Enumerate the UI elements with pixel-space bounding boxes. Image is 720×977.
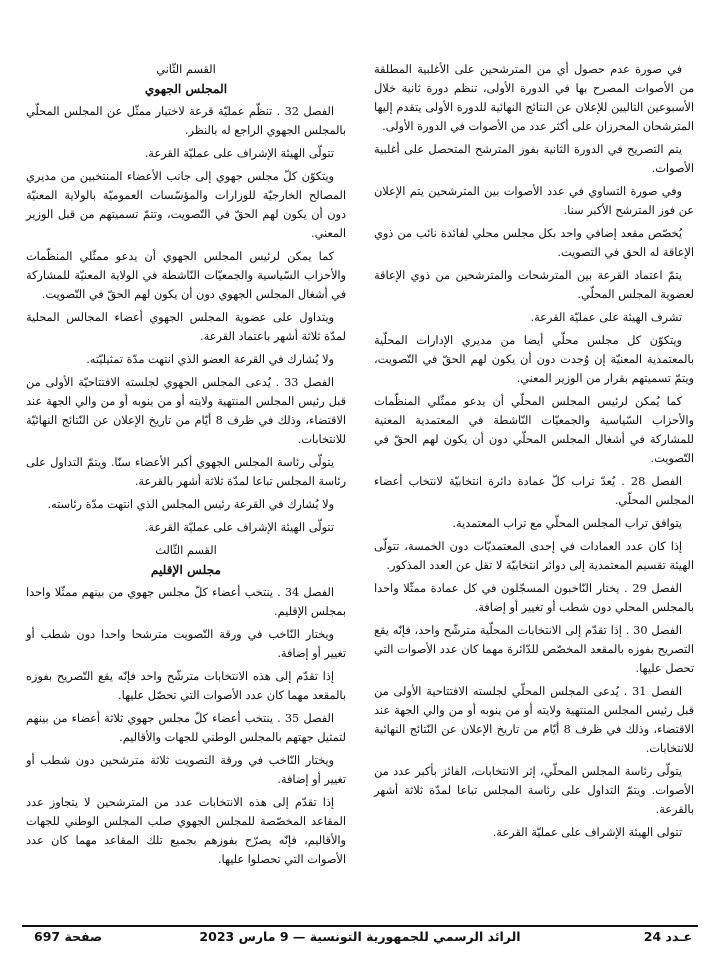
paragraph: تتولى الهيئة الإشراف على عمليّة القرعة. — [492, 826, 682, 839]
paragraph: وفي صورة التساوي في عدد الأصوات بين المترشحين يتم الإعلان عن فوز المترشح الأكبر سنا. — [374, 185, 694, 217]
paragraph: ولا يُشارك في القرعة رئيس المجلس الذي انتهت مدّة رئاسته. — [47, 498, 334, 511]
section-2-label: القسم الثّاني — [156, 63, 216, 76]
paragraph: ويتكوّن كلّ مجلس جهوي إلى جانب الأعضاء المنتخبين من مديري المصالح الخارجيّة للوزارات والمؤسّسات العموميّة بالولاية المعنيّة دون أن يكون لهم الحقّ في التّصويت، وتتمّ تسميتهم من قبل الوزير المعني. — [26, 170, 346, 240]
paragraph: الفصل 35 . ينتخب أعضاء كلّ مجلس جهوي ثلاثة أعضاء من بينهم لتمثيل جهتهم بالمجلس الوطني للجهات والأقاليم. — [26, 712, 346, 744]
section-3-body — [26, 583, 346, 869]
paragraph: يُخصّص مقعد إضافي واحد بكل مجلس محلي لفائدة نائب من ذوي الإعاقة له الحق في التصويت. — [374, 227, 694, 259]
right-column — [374, 60, 694, 846]
paragraph: تشرف الهيئة على عمليّة القرعة. — [530, 311, 682, 324]
section-3-label: القسم الثّالث — [155, 544, 217, 557]
paragraph: ويتداول على عضوية المجلس الجهوي أعضاء المجالس المحلية لمدّة ثلاثة أشهر باعتماد القرعة. — [26, 311, 346, 343]
page-footer — [22, 929, 698, 951]
paragraph: يتوافق تراب المجلس المحلّي مع تراب المعتمدية. — [452, 517, 682, 530]
paragraph: الفصل 32 . تنظّم عمليّة قرعة لاختيار ممثّل عن المجلس المحلّي بالمجلس الجهوي الراجع له بالنظر. — [26, 105, 346, 137]
section-2-body — [26, 102, 346, 537]
paragraph: يتم التصريح في الدورة الثانية بفوز المترشح المتحصل على أغلبية الأصوات. — [374, 143, 694, 175]
paragraph: إذا كان عدد العمادات في إحدى المعتمديّات دون الخمسة، تتولّى الهيئة تقسيم المعتمدية إلى دوائر انتخابيّة لا تقل عن العدد المذكور. — [374, 540, 694, 572]
paragraph: الفصل 31 . يُدعى المجلس المحلّي لجلسته الافتتاحية الأولى من قبل رئيس المجلس المنتهية ولايته أو من ينوبه أو من والي الجهة عند الاقتضاء، وذلك في ظرف 8 أيّام من تاريخ الإعلان عن النّتائج النهائية للانتخابات. — [374, 685, 694, 755]
paragraph: الفصل 34 . ينتخب أعضاء كلّ مجلس جهوي من بينهم ممثّلا واحدا بمجلس الإقليم. — [26, 586, 346, 618]
paragraph: يتولّى رئاسة المجلس المحلّي، إثر الانتخابات، الفائز بأكبر عدد من الأصوات. ويتمّ التداول على رئاسة المجلس تباعا لمدّة ثلاثة أشهر بالقرعة. — [374, 765, 694, 816]
paragraph: تتولّى الهيئة الإشراف على عمليّة القرعة. — [144, 521, 334, 534]
paragraph: ويتكوّن كل مجلس محلّي أيضا من مديري الإدارات المحلّية بالمعتمدية المعنيّة إن وُجدت دون أن يكون لهم الحقّ في التّصويت، ويتمّ تسميتهم بقرار من الوزير المعني. — [374, 334, 694, 385]
left-column — [26, 60, 346, 873]
paragraph: يتمّ اعتماد القرعة بين المترشحات والمترشحين من ذوي الإعاقة لعضوية المجلس المحلّي. — [374, 269, 694, 301]
paragraph: الفصل 29 . يختار النّاخبون المسجّلون في كل عمادة ممثّلا واحدا بالمجلس المحلي دون شطب أو تغيير أو إضافة. — [374, 582, 694, 614]
section-2-title: المجلس الجهوي — [144, 82, 228, 96]
paragraph: ولا يُشارك في القرعة العضو الذي انتهت مدّة تمثيليّته. — [86, 353, 334, 366]
gazette-title: الرائد الرسمي للجمهورية التونسية — 9 مارس 2023 — [199, 929, 521, 944]
paragraph: يتولّى رئاسة المجلس الجهوي أكبر الأعضاء سنّا. ويتمّ التداول على رئاسة المجلس تباعا لمدّة ثلاثة أشهر بالقرعة. — [26, 456, 346, 488]
paragraph: تتولّى الهيئة الإشراف على عمليّة القرعة. — [144, 147, 334, 160]
paragraph: الفصل 30 . إذا تقدّم إلى الانتخابات المحلّية مترشّح واحد، فإنّه يقع التصريح بفوزه بالمقعد المخصّص للدّائرة مهما كان عدد الأصوات التي تحصل عليها. — [374, 624, 694, 675]
paragraph: ويختار النّاخب في ورقة التّصويت مترشحا واحدا دون شطب أو تغيير أو إضافة. — [26, 628, 346, 660]
document-page — [22, 60, 698, 918]
issue-number: عـدد 24 — [643, 929, 692, 944]
section-3-title: مجلس الإقليم — [150, 563, 222, 577]
paragraph: إذا تقدّم إلى هذه الانتخابات مترشّح واحد فإنّه يقع التّصريح بفوزه بالمقعد مهما كان عدد الأصوات التي تحصّل عليها. — [26, 670, 346, 702]
paragraph: الفصل 33 . يُدعى المجلس الجهوي لجلسته الافتتاحيّة الأولى من قبل رئيس المجلس المنتهية ولايته أو من ينوبه أو من والي الجهة عند الاقتضاء، وذلك في ظرف 8 أيّام من تاريخ الإعلان عن النّتائج النهائيّة للانتخابات. — [26, 376, 346, 446]
paragraph: ويختار النّاخب في ورقة التصويت ثلاثة مترشحين دون شطب أو تغيير أو إضافة. — [26, 754, 346, 786]
paragraph: كما يُمكن لرئيس المجلس المحلّي أن يدعو ممثّلي المنظّمات والأحزاب السّياسية والجمعيّات النّاشطة في المعتمدية المعنية للمشاركة في أشغال المجلس المحلّي دون أن يكون لهم الحقّ في التّصويت. — [374, 395, 694, 465]
page-number: صفحة 697 — [34, 929, 103, 944]
paragraph: الفصل 28 . يُعدّ تراب كلّ عمادة دائرة انتخابيّة لانتخاب أعضاء المجلس المحلّي. — [374, 475, 694, 507]
footer-divider — [22, 925, 698, 927]
paragraph: كما يمكن لرئيس المجلس الجهوي أن يدعو ممثّلي المنظّمات والأحزاب السّياسية والجمعيّات النّاشطة في الولاية المعنيّة للمشاركة في أشغال المجلس الجهوي دون أن يكون لهم الحقّ في التّصويت. — [26, 250, 346, 301]
paragraph: في صورة عدم حصول أي من المترشحين على الأغلبية المطلقة من الأصوات المصرح بها في الدورة الأولى، تنظم دورة ثانية خلال الأسبوعين التاليين للإعلان عن النتائج النهائية للدورة الأولى يتقدم إليها المترشحان المحرزان على أكثر عدد من الأصوات في الدورة الأولى. — [374, 63, 694, 133]
paragraph: إذا تقدّم إلى هذه الانتخابات عدد من المترشحين لا يتجاوز عدد المقاعد المخصّصة للمجلس الجهوي صلب المجلس الوطني للجهات والأقاليم، فإنّه يصرّح بفوزهم بجميع تلك المقاعد مهما كان عدد الأصوات التي تحصلوا عليها. — [26, 796, 346, 866]
